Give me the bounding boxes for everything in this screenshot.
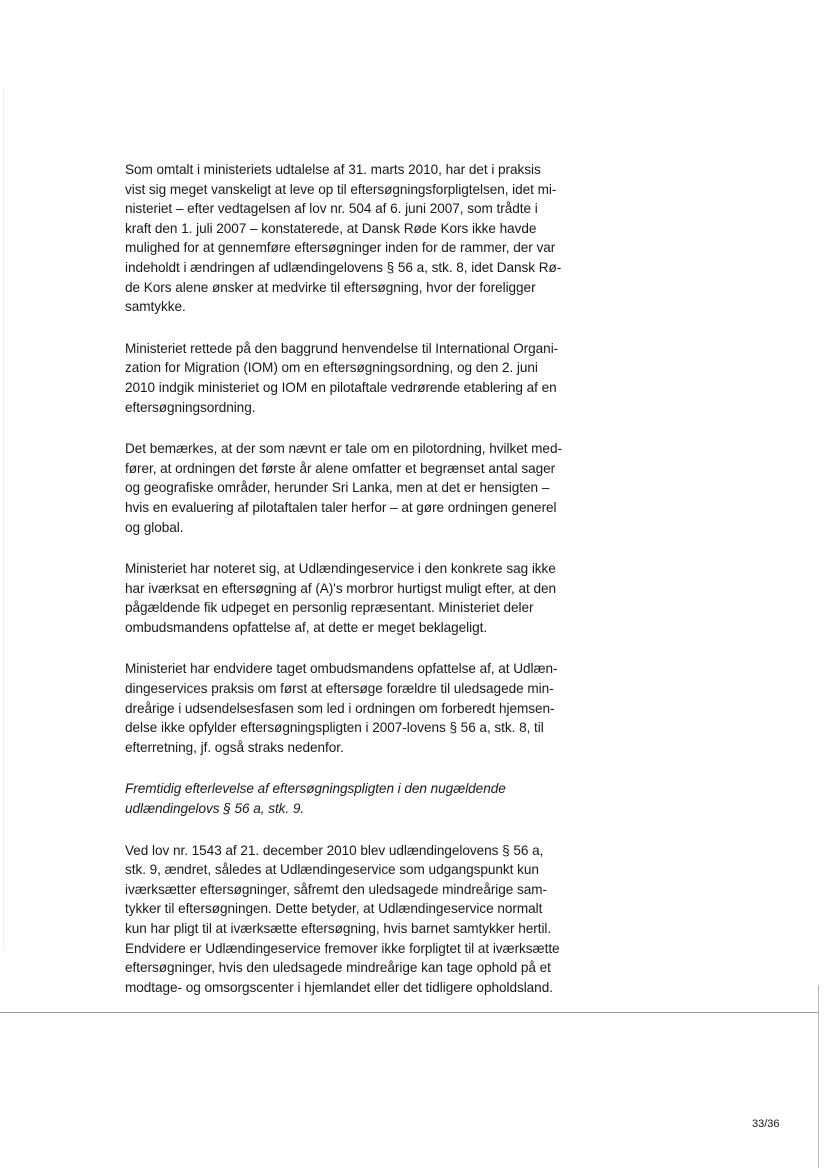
section-heading bbox=[125, 779, 587, 818]
heading-line: Fremtidig efterlevelse af eftersøgningspligten i den nugældende bbox=[125, 781, 506, 797]
text-line: eftersøgningsordning. bbox=[125, 399, 256, 415]
text-line: nisteriet – efter vedtagelsen af lov nr. 504 af 6. juni 2007, som trådte i bbox=[125, 201, 538, 217]
text-line: eftersøgninger, hvis den uledsagede mindreårige kan tage ophold på et bbox=[125, 960, 551, 976]
page-edge-line bbox=[818, 985, 819, 1168]
page-number: 33/36 bbox=[752, 1118, 780, 1130]
text-line: delse ikke opfylder eftersøgningspligten i 2007-lovens § 56 a, stk. 8, til bbox=[125, 720, 544, 736]
text-line: pågældende fik udpeget en personlig repræsentant. Ministeriet deler bbox=[125, 600, 534, 616]
text-line: Ministeriet rettede på den baggrund henvendelse til International Organi- bbox=[125, 340, 559, 356]
paragraph-lov-1543 bbox=[125, 841, 587, 998]
text-line: tykker til eftersøgningen. Dette betyder, at Udlændingeservice normalt bbox=[125, 901, 543, 917]
text-line: Det bemærkes, at der som nævnt er tale om en pilotordning, hvilket med- bbox=[125, 441, 562, 457]
text-line: vist sig meget vanskeligt at leve op til eftersøgningsforpligtelsen, idet mi- bbox=[125, 181, 557, 197]
heading-line: udlændingelovs § 56 a, stk. 9. bbox=[125, 801, 305, 817]
scan-margin-marks bbox=[3, 90, 4, 950]
text-line: 2010 indgik ministeriet og IOM en pilotaftale vedrørende etablering af en bbox=[125, 379, 557, 395]
text-line: efterretning, jf. også straks nedenfor. bbox=[125, 739, 344, 755]
text-line: dingeservices praksis om først at eftersøge forældre til uledsagede min- bbox=[125, 681, 554, 697]
paragraph-morbror-eftersoegning bbox=[125, 559, 587, 637]
text-line: kun har pligt til at iværksætte eftersøgning, hvis barnet samtykker hertil. bbox=[125, 921, 552, 936]
text-line: mulighed for at gennemføre eftersøgninger inden for de rammer, der var bbox=[125, 240, 556, 256]
text-line: og global. bbox=[125, 519, 184, 535]
text-line: samtykke. bbox=[125, 299, 186, 315]
text-line: kraft den 1. juli 2007 – konstaterede, at Dansk Røde Kors ikke havde bbox=[125, 220, 537, 236]
text-line: zation for Migration (IOM) om en eftersøgningsordning, og den 2. juni bbox=[125, 360, 538, 376]
paragraph-eftersoegningsforpligtelse bbox=[125, 160, 587, 317]
text-line: iværksætter eftersøgninger, såfremt den uledsagede mindreårige sam- bbox=[125, 881, 548, 897]
paragraph-iom-pilotaftale bbox=[125, 339, 587, 417]
text-line: har iværksat en eftersøgning af (A)'s morbror hurtigst muligt efter, at den bbox=[125, 580, 557, 596]
paragraph-udsendelsesfasen bbox=[125, 659, 587, 757]
text-line: indeholdt i ændringen af udlændingelovens § 56 a, stk. 8, idet Dansk Rø- bbox=[125, 259, 562, 275]
text-line: Ved lov nr. 1543 af 21. december 2010 blev udlændingelovens § 56 a, bbox=[125, 842, 544, 858]
text-line: og geografiske områder, herunder Sri Lanka, men at det er hensigten – bbox=[125, 480, 550, 496]
text-line: fører, at ordningen det første år alene omfatter et begrænset antal sager bbox=[125, 460, 556, 476]
text-line: Ministeriet har noteret sig, at Udlændingeservice i den konkrete sag ikke bbox=[125, 561, 556, 577]
text-line: Som omtalt i ministeriets udtalelse af 31. marts 2010, har det i praksis bbox=[125, 162, 541, 177]
text-line: hvis en evaluering af pilotaftalen taler herfor – at gøre ordningen generel bbox=[125, 499, 557, 515]
text-line: modtage- og omsorgscenter i hjemlandet eller det tidligere opholdsland. bbox=[125, 979, 553, 995]
text-line: stk. 9, ændret, således at Udlændingeservice som udgangspunkt kun bbox=[125, 862, 539, 878]
text-line: ombudsmandens opfattelse af, at dette er meget beklageligt. bbox=[125, 619, 488, 635]
text-line: de Kors alene ønsker at medvirke til eftersøgning, hvor der foreligger bbox=[125, 279, 536, 295]
text-line: dreårige i udsendelsesfasen som led i ordningen om forberedt hjemsen- bbox=[125, 700, 555, 716]
document-body bbox=[125, 160, 587, 1019]
text-line: Ministeriet har endvidere taget ombudsmandens opfattelse af, at Udlæn- bbox=[125, 661, 558, 677]
paragraph-pilotordning bbox=[125, 439, 587, 537]
text-line: Endvidere er Udlændingeservice fremover ikke forpligtet til at iværksætte bbox=[125, 940, 560, 956]
horizontal-divider bbox=[0, 1012, 818, 1013]
